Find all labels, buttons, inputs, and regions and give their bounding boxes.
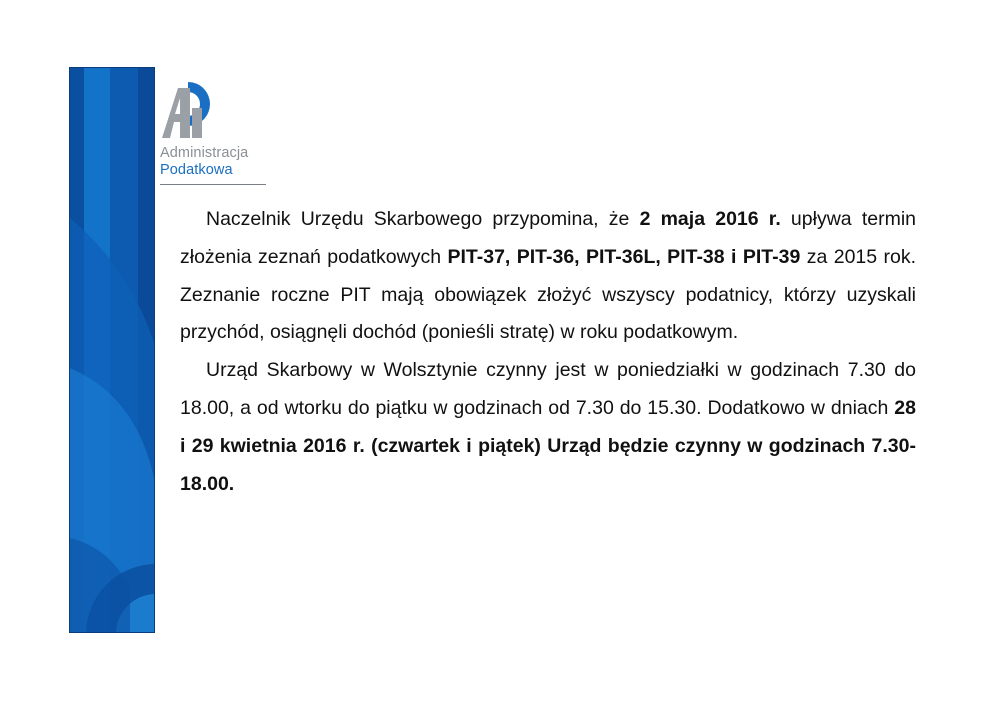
extra-hours: 28 i 29 kwietnia 2016 r. (czwartek i piątek) Urząd będzie czynny w godzinach 7.30-18.00.: [180, 396, 916, 495]
text-run: Naczelnik Urzędu Skarbowego przypomina, że: [206, 208, 640, 230]
paragraph-office-hours: [180, 352, 916, 503]
pit-forms: PIT-37, PIT-36, PIT-36L, PIT-38 i PIT-39: [447, 245, 801, 268]
logo-text-administracja: Administracja: [160, 145, 249, 161]
agency-logo: [158, 78, 278, 188]
text-run: Urząd Skarbowy w Wolsztynie czynny jest w poniedziałki w godzinach 7.30 do 18.00, a od wtorku do piątku w godzinach od 7.30 do 15.30. Dodatkowo w dniach: [180, 359, 916, 419]
deadline-date: 2 maja 2016 r.: [639, 208, 781, 230]
logo-text-podatkowa: Podatkowa: [160, 162, 233, 178]
decorative-side-band: [69, 67, 155, 633]
text-run: upływa termin złożenia zeznań podatkowych: [180, 208, 916, 268]
text-run: za 2015 rok. Zeznanie roczne PIT mają obowiązek złożyć wszyscy podatnicy, którzy uzyskali przychód, osiągnęli dochód (ponieśli stratę) w roku podatkowym.: [180, 245, 917, 344]
announcement-text: [180, 201, 916, 503]
logo-divider: [160, 184, 266, 185]
administracja-podatkowa-logo-icon: [158, 78, 218, 140]
paragraph-pit-deadline: [180, 201, 916, 352]
